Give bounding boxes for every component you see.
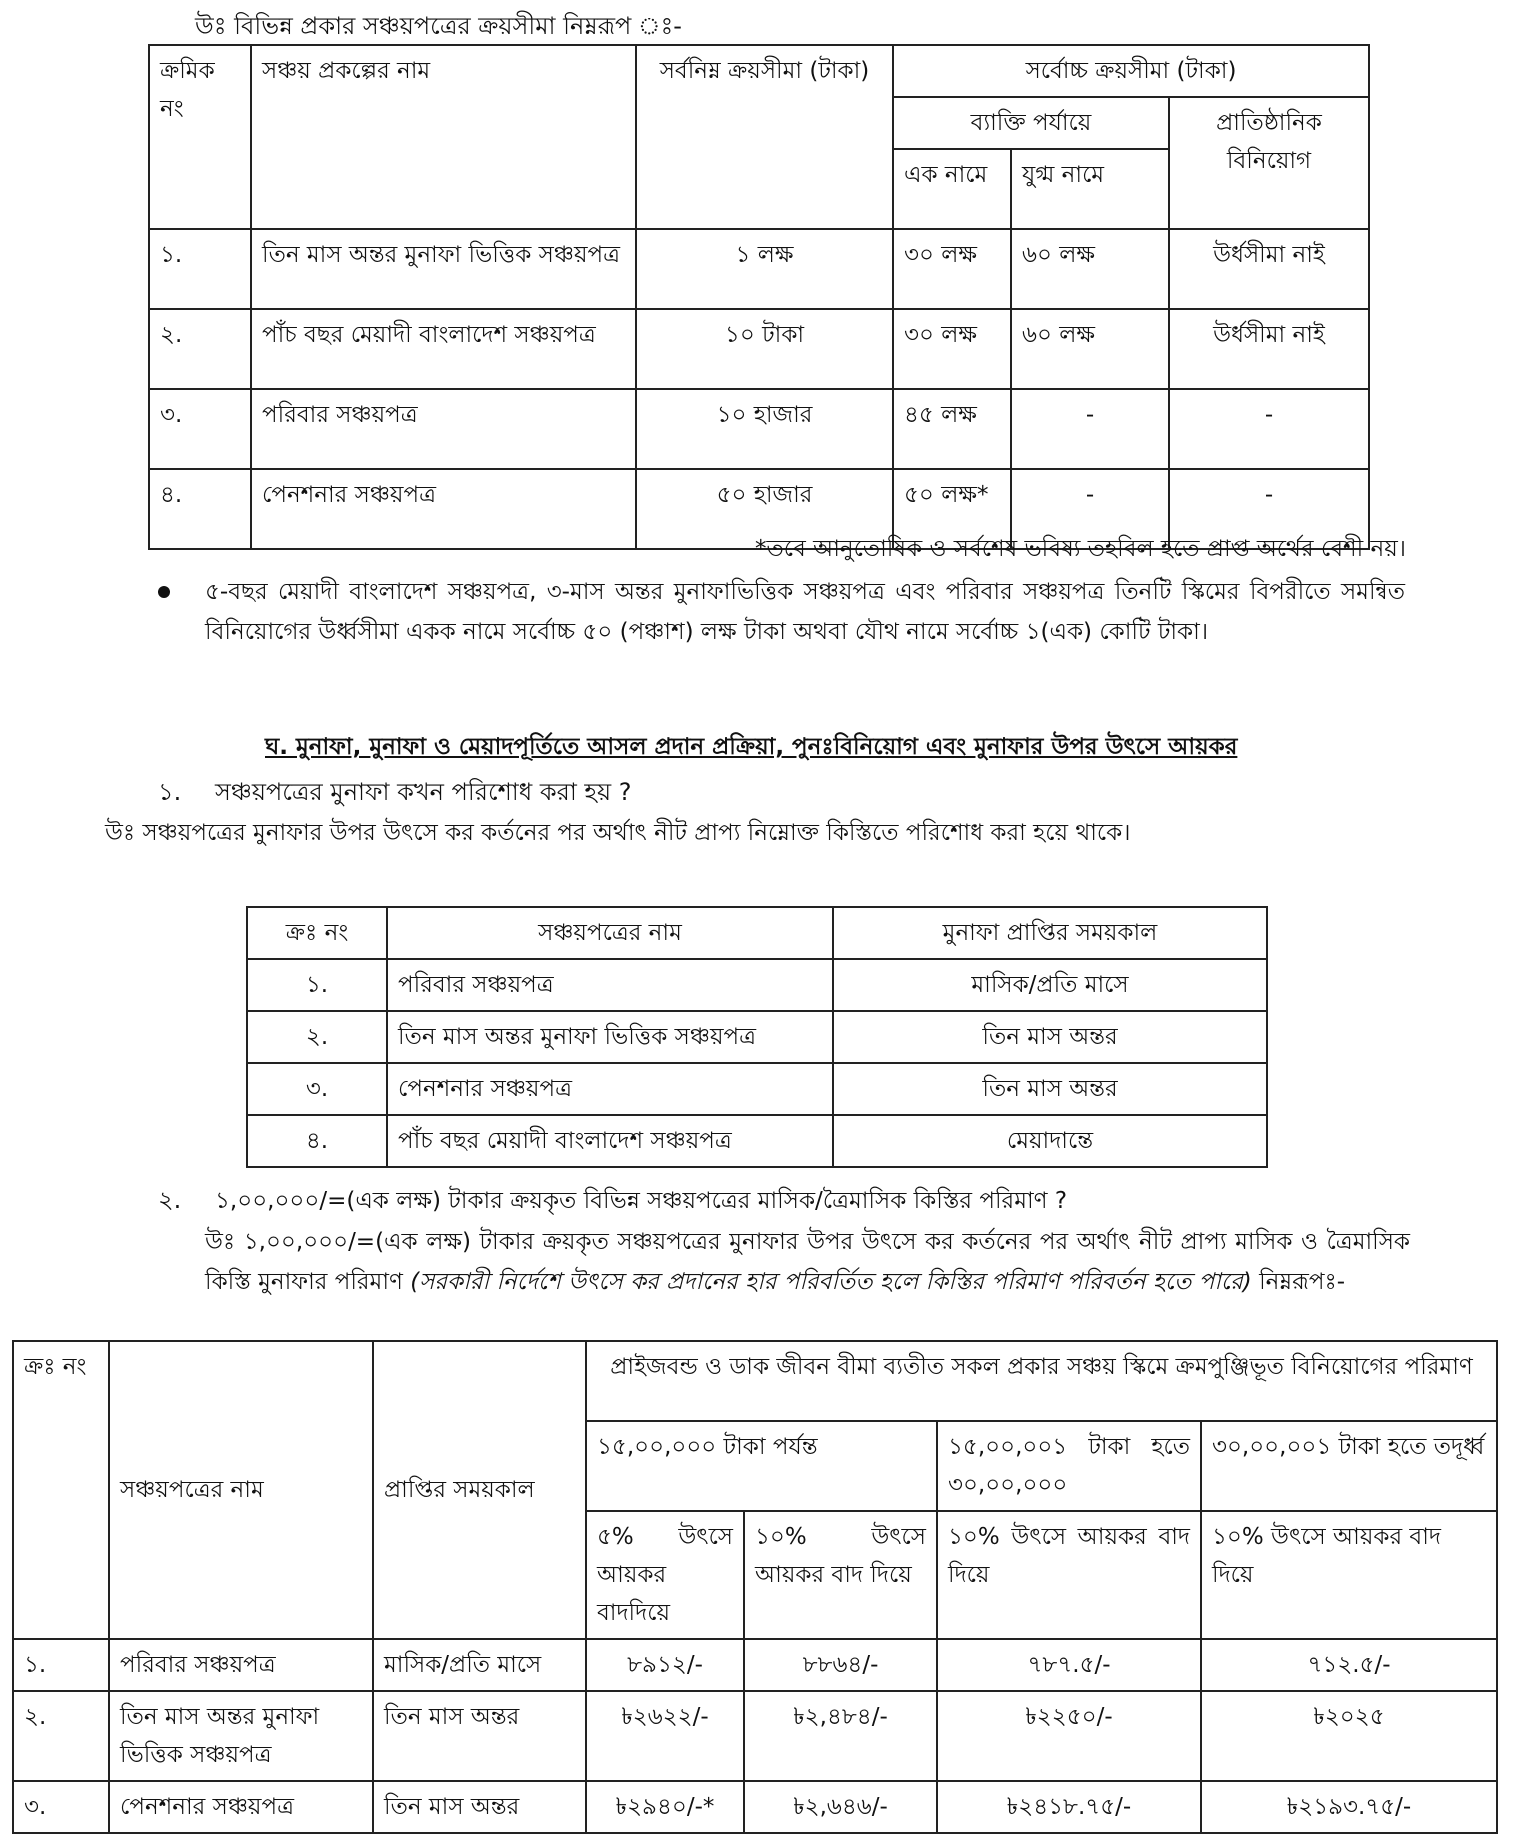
header-period: প্রাপ্তির সময়কাল — [373, 1341, 586, 1639]
payment-schedule-table — [246, 906, 1268, 1168]
cell-scheme: পাঁচ বছর মেয়াদী বাংলাদেশ সঞ্চয়পত্র — [251, 309, 636, 389]
cell-scheme: পরিবার সঞ্চয়পত্র — [251, 389, 636, 469]
cell-single: ৫০ লক্ষ* — [893, 469, 1011, 549]
cell-serial: ৩. — [13, 1781, 109, 1833]
table-row — [247, 959, 1267, 1011]
cell-period: মাসিক/প্রতি মাসে — [373, 1639, 586, 1691]
header-scheme-name: সঞ্চয় প্রকল্পের নাম — [251, 45, 636, 229]
cell-value-1: ৮৯১২/- — [586, 1639, 744, 1691]
section-heading: ঘ. মুনাফা, মুনাফা ও মেয়াদপূর্তিতে আসল প্রদান প্রক্রিয়া, পুনঃবিনিয়োগ এবং মুনাফার উপর উৎসে আয়কর — [265, 734, 1238, 760]
header-name: সঞ্চয়পত্রের নাম — [387, 907, 833, 959]
header-individual: ব্যাক্তি পর্যায়ে — [893, 97, 1169, 149]
table-row — [247, 1063, 1267, 1115]
cell-serial: ১. — [247, 959, 387, 1011]
intro-line: উঃ বিভিন্ন প্রকার সঞ্চয়পত্রের ক্রয়সীমা নিম্নরূপ ঃ- — [195, 12, 682, 40]
table-row — [247, 1115, 1267, 1167]
table-row — [149, 389, 1369, 469]
cell-institutional: - — [1169, 389, 1369, 469]
cell-value-4: ৭১২.৫/- — [1201, 1639, 1497, 1691]
cell-joint: ৬০ লক্ষ — [1011, 309, 1169, 389]
table-row — [149, 229, 1369, 309]
cell-value-3: ৳২৪১৮.৭৫/- — [937, 1781, 1201, 1833]
cell-name: পাঁচ বছর মেয়াদী বাংলাদেশ সঞ্চয়পত্র — [387, 1115, 833, 1167]
header-band-3: ৩০,০০,০০১ টাকা হতে তদূর্ধ্ব — [1201, 1421, 1497, 1511]
cell-min: ১০ হাজার — [636, 389, 893, 469]
cell-name: তিন মাস অন্তর মুনাফা ভিত্তিক সঞ্চয়পত্র — [109, 1691, 373, 1781]
table-row — [149, 309, 1369, 389]
cell-serial: ১. — [149, 229, 251, 309]
q1-answer: উঃ সঞ্চয়পত্রের মুনাফার উপর উৎসে কর কর্তনের পর অর্থাৎ নীট প্রাপ্য নিম্নোক্ত কিস্তিতে পরিশোধ করা হয়ে থাকে। — [105, 820, 1131, 846]
q2-number: ২. — [158, 1186, 182, 1214]
header-serial: ক্রঃ নং — [13, 1341, 109, 1639]
cell-institutional: উর্ধসীমা নাই — [1169, 309, 1369, 389]
cell-scheme: পেনশনার সঞ্চয়পত্র — [251, 469, 636, 549]
cell-value-3: ৭৮৭.৫/- — [937, 1639, 1201, 1691]
cell-name: তিন মাস অন্তর মুনাফা ভিত্তিক সঞ্চয়পত্র — [387, 1011, 833, 1063]
cell-joint: - — [1011, 469, 1169, 549]
q2-question: ১,০০,০০০/=(এক লক্ষ) টাকার ক্রয়কৃত বিভিন্ন সঞ্চয়পত্রের মাসিক/ত্রৈমাসিক কিস্তির পরিমাণ ? — [215, 1188, 1068, 1214]
header-min-limit: সর্বনিম্ন ক্রয়সীমা (টাকা) — [636, 45, 893, 229]
header-tax-1: ৫% উৎসে আয়কর বাদদিয়ে — [586, 1511, 744, 1639]
cell-single: ৩০ লক্ষ — [893, 309, 1011, 389]
purchase-limit-table — [148, 44, 1370, 550]
cell-institutional: - — [1169, 469, 1369, 549]
table-row — [13, 1691, 1497, 1781]
header-name: সঞ্চয়পত্রের নাম — [109, 1341, 373, 1639]
cell-min: ৫০ হাজার — [636, 469, 893, 549]
header-tax-4: ১০% উৎসে আয়কর বাদ দিয়ে — [1201, 1511, 1497, 1639]
header-investment-group: প্রাইজবন্ড ও ডাক জীবন বীমা ব্যতীত সকল প্রকার সঞ্চয় স্কিমে ক্রমপুঞ্জিভূত বিনিয়োগের পরিমাণ — [586, 1341, 1497, 1421]
cell-serial: ১. — [13, 1639, 109, 1691]
cell-period: তিন মাস অন্তর — [833, 1011, 1267, 1063]
cell-joint: - — [1011, 389, 1169, 469]
cell-serial: ৪. — [247, 1115, 387, 1167]
cell-value-2: ৮৮৬৪/- — [744, 1639, 937, 1691]
header-tax-2: ১০% উৎসে আয়কর বাদ দিয়ে — [744, 1511, 937, 1639]
header-institutional: প্রাতিষ্ঠানিক বিনিয়োগ — [1169, 97, 1369, 229]
cell-single: ৪৫ লক্ষ — [893, 389, 1011, 469]
cell-serial: ২. — [13, 1691, 109, 1781]
cell-name: পরিবার সঞ্চয়পত্র — [387, 959, 833, 1011]
cell-single: ৩০ লক্ষ — [893, 229, 1011, 309]
cell-value-2: ৳২,৪৮৪/- — [744, 1691, 937, 1781]
cell-name: পেনশনার সঞ্চয়পত্র — [387, 1063, 833, 1115]
cell-scheme: তিন মাস অন্তর মুনাফা ভিত্তিক সঞ্চয়পত্র — [251, 229, 636, 309]
q2-answer-note: (সরকারী নির্দেশে উৎসে কর প্রদানের হার পরিবর্তিত হলে কিস্তির পরিমাণ পরিবর্তন হতে পারে) — [410, 1269, 1252, 1295]
q1-number: ১. — [158, 778, 182, 806]
header-band-1: ১৫,০০,০০০ টাকা পর্যন্ত — [586, 1421, 937, 1511]
q2-answer — [205, 1222, 1410, 1302]
table-row — [13, 1639, 1497, 1691]
cell-name: পেনশনার সঞ্চয়পত্র — [109, 1781, 373, 1833]
cell-value-1: ৳২৯৪০/-* — [586, 1781, 744, 1833]
cell-value-4: ৳২০২৫ — [1201, 1691, 1497, 1781]
cell-serial: ৩. — [247, 1063, 387, 1115]
limit-footnote: *তবে আনুতোষিক ও সর্বশেষ ভবিষ্য তহবিল হতে প্রাপ্ত অর্থের বেশী নয়। — [754, 536, 1406, 562]
cell-period: তিন মাস অন্তর — [373, 1691, 586, 1781]
cell-serial: ২. — [149, 309, 251, 389]
cell-value-3: ৳২২৫০/- — [937, 1691, 1201, 1781]
bullet-dot-icon — [158, 586, 170, 598]
header-tax-3: ১০% উৎসে আয়কর বাদ দিয়ে — [937, 1511, 1201, 1639]
table-row — [13, 1781, 1497, 1833]
header-serial: ক্রমিক নং — [149, 45, 251, 229]
header-band-2: ১৫,০০,০০১ টাকা হতে ৩০,০০,০০০ — [937, 1421, 1201, 1511]
cell-period: তিন মাস অন্তর — [373, 1781, 586, 1833]
header-max-limit: সর্বোচ্চ ক্রয়সীমা (টাকা) — [893, 45, 1369, 97]
cell-serial: ৩. — [149, 389, 251, 469]
cell-joint: ৬০ লক্ষ — [1011, 229, 1169, 309]
cell-name: পরিবার সঞ্চয়পত্র — [109, 1639, 373, 1691]
cell-value-1: ৳২৬২২/- — [586, 1691, 744, 1781]
cell-institutional: উর্ধসীমা নাই — [1169, 229, 1369, 309]
cell-min: ১ লক্ষ — [636, 229, 893, 309]
header-period: মুনাফা প্রাপ্তির সময়কাল — [833, 907, 1267, 959]
installment-table — [12, 1340, 1498, 1834]
cell-serial: ২. — [247, 1011, 387, 1063]
cell-value-4: ৳২১৯৩.৭৫/- — [1201, 1781, 1497, 1833]
cell-serial: ৪. — [149, 469, 251, 549]
bullet-paragraph: ৫-বছর মেয়াদী বাংলাদেশ সঞ্চয়পত্র, ৩-মাস অন্তর মুনাফাভিত্তিক সঞ্চয়পত্র এবং পরিবার সঞ্চয়পত্র তিনটি স্কিমের বিপরীতে সমন্বিত বিনিয়োগের উর্ধ্বসীমা একক নামে সর্বোচ্চ ৫০ (পঞ্চাশ) লক্ষ টাকা অথবা যৌথ নামে সর্বোচ্চ ১(এক) কোটি টাকা। — [205, 579, 1405, 645]
q1-question: সঞ্চয়পত্রের মুনাফা কখন পরিশোধ করা হয় ? — [215, 778, 632, 806]
cell-period: মেয়াদান্তে — [833, 1115, 1267, 1167]
q2-answer-main: উঃ ১,০০,০০০/=(এক লক্ষ) টাকার ক্রয়কৃত সঞ্চয়পত্রের মুনাফার উপর উৎসে কর কর্তনের পর অর্থাৎ নীট প্রাপ্য মাসিক ও ত্রৈমাসিক কিস্তি মুনাফার পরিমাণ — [205, 1229, 1410, 1295]
header-single-name: এক নামে — [893, 149, 1011, 229]
cell-period: তিন মাস অন্তর — [833, 1063, 1267, 1115]
header-joint-name: যুগ্ম নামে — [1011, 149, 1169, 229]
cell-min: ১০ টাকা — [636, 309, 893, 389]
cell-value-2: ৳২,৬৪৬/- — [744, 1781, 937, 1833]
cell-period: মাসিক/প্রতি মাসে — [833, 959, 1267, 1011]
header-serial: ক্রঃ নং — [247, 907, 387, 959]
q2-answer-tail: নিম্নরূপঃ- — [1251, 1269, 1346, 1295]
table-row — [247, 1011, 1267, 1063]
